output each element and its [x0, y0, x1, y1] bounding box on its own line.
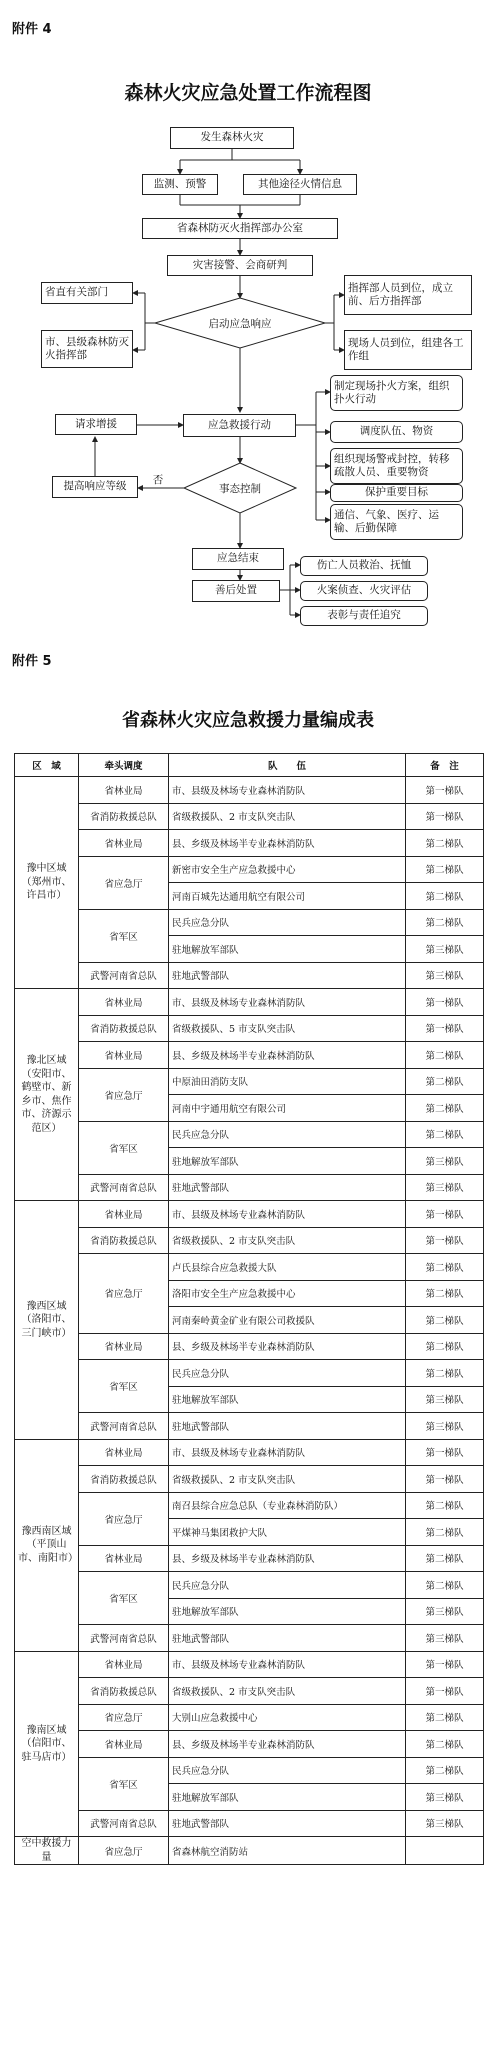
- region-cell: 豫南区域（信阳市、驻马店市）: [15, 1651, 79, 1837]
- team-cell: 县、乡级及林场半专业森林消防队: [169, 1545, 406, 1572]
- table-row: [15, 1413, 484, 1440]
- team-cell: 县、乡级及林场半专业森林消防队: [169, 1333, 406, 1360]
- team-cell: 县、乡级及林场半专业森林消防队: [169, 1042, 406, 1069]
- team-cell: 省级救援队、5 市支队突击队: [169, 1015, 406, 1042]
- team-cell: 河南中宇通用航空有限公司: [169, 1095, 406, 1122]
- table-row: [15, 962, 484, 989]
- team-cell: 驻地武警部队: [169, 962, 406, 989]
- node-monitor-warning: 监测、预警: [142, 174, 218, 195]
- lead-cell: 省消防救援总队: [79, 803, 169, 830]
- header-note: 备 注: [406, 754, 484, 777]
- node-investigation: 火案侦查、火灾评估: [300, 581, 428, 601]
- lead-cell: 省应急厅: [79, 1837, 169, 1865]
- node-emergency-end: 应急结束: [192, 548, 284, 570]
- table-header-row: [15, 754, 484, 777]
- team-cell: 河南百城先达通用航空有限公司: [169, 883, 406, 910]
- node-fire-plan: 制定现场扑火方案，组织扑火行动: [330, 375, 463, 411]
- team-cell: 驻地武警部队: [169, 1413, 406, 1440]
- table-row: [15, 777, 484, 804]
- lead-cell: 武警河南省总队: [79, 1174, 169, 1201]
- flowchart: [0, 0, 496, 640]
- lead-cell: 武警河南省总队: [79, 1625, 169, 1652]
- team-cell: 卢氏县综合应急救援大队: [169, 1254, 406, 1281]
- team-cell: 民兵应急分队: [169, 1360, 406, 1387]
- node-protect-targets: 保护重要目标: [330, 484, 463, 502]
- note-cell: 第二梯队: [406, 830, 484, 857]
- note-cell: 第一梯队: [406, 1466, 484, 1493]
- team-cell: 中原油田消防支队: [169, 1068, 406, 1095]
- note-cell: 第一梯队: [406, 1651, 484, 1678]
- table-row: [15, 1704, 484, 1731]
- table-row: [15, 803, 484, 830]
- team-cell: 省级救援队、2 市支队突击队: [169, 1678, 406, 1705]
- table-row: [15, 989, 484, 1016]
- lead-cell: 省消防救援总队: [79, 1015, 169, 1042]
- node-commendation: 表彰与责任追究: [300, 606, 428, 626]
- lead-cell: 省消防救援总队: [79, 1466, 169, 1493]
- note-cell: 第二梯队: [406, 1492, 484, 1519]
- team-cell: 新密市安全生产应急救援中心: [169, 856, 406, 883]
- table-row: [15, 1333, 484, 1360]
- note-cell: 第三梯队: [406, 962, 484, 989]
- note-cell: 第一梯队: [406, 803, 484, 830]
- lead-cell: 省消防救援总队: [79, 1227, 169, 1254]
- team-cell: 大别山应急救援中心: [169, 1704, 406, 1731]
- table-row: [15, 1757, 484, 1784]
- region-cell: 豫北区域（安阳市、鹤壁市、新乡市、焦作市、济源示范区）: [15, 989, 79, 1201]
- team-cell: 驻地解放军部队: [169, 1148, 406, 1175]
- team-cell: 民兵应急分队: [169, 1757, 406, 1784]
- note-cell: 第二梯队: [406, 1731, 484, 1758]
- table-row: [15, 1439, 484, 1466]
- table-row: [15, 1545, 484, 1572]
- table-row: [15, 1015, 484, 1042]
- node-command-office: 省森林防灭火指挥部办公室: [142, 218, 338, 239]
- table-title: 省森林火灾应急救援力量编成表: [122, 710, 374, 731]
- note-cell: 第二梯队: [406, 909, 484, 936]
- header-lead: 牵头调度: [79, 754, 169, 777]
- team-cell: 河南秦岭黄金矿业有限公司救援队: [169, 1307, 406, 1334]
- lead-cell: 武警河南省总队: [79, 1413, 169, 1440]
- team-cell: 驻地解放军部队: [169, 1386, 406, 1413]
- note-cell: 第三梯队: [406, 936, 484, 963]
- note-cell: 第一梯队: [406, 1227, 484, 1254]
- lead-cell: 省军区: [79, 1360, 169, 1413]
- node-other-info: 其他途径火情信息: [243, 174, 357, 195]
- note-cell: 第一梯队: [406, 1015, 484, 1042]
- lead-cell: 省林业局: [79, 1042, 169, 1069]
- region-cell: 豫西区域（洛阳市、三门峡市）: [15, 1201, 79, 1440]
- note-cell: 第一梯队: [406, 777, 484, 804]
- lead-cell: 省林业局: [79, 1201, 169, 1228]
- note-cell: 第二梯队: [406, 883, 484, 910]
- note-cell: 第二梯队: [406, 1545, 484, 1572]
- table-row: [15, 909, 484, 936]
- node-start-response: 启动应急响应: [208, 318, 272, 330]
- lead-cell: 武警河南省总队: [79, 1810, 169, 1837]
- lead-cell: 省应急厅: [79, 1492, 169, 1545]
- team-cell: 驻地解放军部队: [169, 936, 406, 963]
- node-city-county-hq: 市、县级森林防灭火指挥部: [41, 330, 133, 368]
- lead-cell: 省林业局: [79, 989, 169, 1016]
- rescue-force-table: [14, 753, 484, 1865]
- header-region: 区 域: [15, 754, 79, 777]
- note-cell: 第三梯队: [406, 1598, 484, 1625]
- lead-cell: 省应急厅: [79, 1254, 169, 1334]
- note-cell: 第二梯队: [406, 1121, 484, 1148]
- team-cell: 市、县级及林场专业森林消防队: [169, 777, 406, 804]
- lead-cell: 省应急厅: [79, 856, 169, 909]
- lead-cell: 省林业局: [79, 1731, 169, 1758]
- lead-cell: 省军区: [79, 1757, 169, 1810]
- label-no: 否: [152, 474, 164, 486]
- lead-cell: 省林业局: [79, 1439, 169, 1466]
- table-row: [15, 1810, 484, 1837]
- table-row: [15, 1731, 484, 1758]
- team-cell: 市、县级及林场专业森林消防队: [169, 1439, 406, 1466]
- table-row: [15, 1174, 484, 1201]
- node-site-control: 组织现场警戒封控，转移疏散人员、重要物资: [330, 448, 463, 484]
- table-row: [15, 1492, 484, 1519]
- team-cell: 民兵应急分队: [169, 909, 406, 936]
- lead-cell: 省军区: [79, 1121, 169, 1174]
- table-row: [15, 1651, 484, 1678]
- region-cell: 豫中区域（郑州市、许昌市）: [15, 777, 79, 989]
- annex-5-label: 附件 5: [12, 654, 52, 669]
- note-cell: 第一梯队: [406, 1678, 484, 1705]
- table-row: [15, 856, 484, 883]
- lead-cell: 省林业局: [79, 1545, 169, 1572]
- annex-4-label: 附件 4: [12, 22, 52, 37]
- note-cell: 第二梯队: [406, 1095, 484, 1122]
- team-cell: 驻地武警部队: [169, 1810, 406, 1837]
- node-dispatch: 调度队伍、物资: [330, 421, 463, 443]
- lead-cell: 省林业局: [79, 777, 169, 804]
- team-cell: 省级救援队、2 市支队突击队: [169, 803, 406, 830]
- node-command-staff: 指挥部人员到位，成立前、后方指挥部: [344, 275, 472, 315]
- table-row: [15, 1360, 484, 1387]
- team-cell: 南召县综合应急总队（专业森林消防队）: [169, 1492, 406, 1519]
- table-row: [15, 1678, 484, 1705]
- node-rescue-action: 应急救援行动: [183, 414, 296, 437]
- note-cell: 第二梯队: [406, 1519, 484, 1546]
- note-cell: 第二梯队: [406, 1280, 484, 1307]
- note-cell: 第二梯队: [406, 1572, 484, 1599]
- team-cell: 县、乡级及林场半专业森林消防队: [169, 830, 406, 857]
- node-situation-control: 事态控制: [219, 483, 261, 495]
- note-cell: 第二梯队: [406, 1068, 484, 1095]
- table-row: [15, 1121, 484, 1148]
- team-cell: 市、县级及林场专业森林消防队: [169, 1201, 406, 1228]
- note-cell: 第一梯队: [406, 1439, 484, 1466]
- lead-cell: 省林业局: [79, 830, 169, 857]
- node-request-reinforce: 请求增援: [55, 414, 137, 435]
- note-cell: 第一梯队: [406, 1201, 484, 1228]
- node-provincial-depts: 省直有关部门: [41, 282, 133, 304]
- table-row: [15, 1068, 484, 1095]
- note-cell: [406, 1837, 484, 1865]
- note-cell: 第三梯队: [406, 1148, 484, 1175]
- team-cell: 驻地解放军部队: [169, 1784, 406, 1811]
- table-row: [15, 1201, 484, 1228]
- note-cell: 第三梯队: [406, 1810, 484, 1837]
- region-cell: 空中救援力量: [15, 1837, 79, 1865]
- region-cell: 豫西南区域（平顶山市、南阳市）: [15, 1439, 79, 1651]
- table-row: [15, 1466, 484, 1493]
- node-casualty-care: 伤亡人员救治、抚恤: [300, 556, 428, 576]
- table-row: [15, 1572, 484, 1599]
- note-cell: 第三梯队: [406, 1413, 484, 1440]
- node-logistics: 通信、气象、医疗、运输、后勤保障: [330, 504, 463, 540]
- table-row: [15, 1837, 484, 1865]
- note-cell: 第一梯队: [406, 989, 484, 1016]
- team-cell: 平煤神马集团救护大队: [169, 1519, 406, 1546]
- table-row: [15, 1254, 484, 1281]
- note-cell: 第三梯队: [406, 1386, 484, 1413]
- note-cell: 第二梯队: [406, 1757, 484, 1784]
- table-row: [15, 1625, 484, 1652]
- node-fire-occurs: 发生森林火灾: [170, 127, 294, 149]
- note-cell: 第三梯队: [406, 1174, 484, 1201]
- team-cell: 县、乡级及林场半专业森林消防队: [169, 1731, 406, 1758]
- note-cell: 第二梯队: [406, 1307, 484, 1334]
- team-cell: 省级救援队、2 市支队突击队: [169, 1227, 406, 1254]
- table-row: [15, 1042, 484, 1069]
- node-aftermath: 善后处置: [192, 580, 280, 602]
- lead-cell: 省林业局: [79, 1333, 169, 1360]
- team-cell: 民兵应急分队: [169, 1572, 406, 1599]
- table-row: [15, 1227, 484, 1254]
- note-cell: 第二梯队: [406, 1042, 484, 1069]
- lead-cell: 省应急厅: [79, 1704, 169, 1731]
- note-cell: 第二梯队: [406, 1704, 484, 1731]
- team-cell: 市、县级及林场专业森林消防队: [169, 1651, 406, 1678]
- lead-cell: 省消防救援总队: [79, 1678, 169, 1705]
- team-cell: 驻地武警部队: [169, 1174, 406, 1201]
- node-site-staff: 现场人员到位，组建各工作组: [344, 330, 472, 370]
- header-team: 队 伍: [169, 754, 406, 777]
- team-cell: 省级救援队、2 市支队突击队: [169, 1466, 406, 1493]
- note-cell: 第三梯队: [406, 1625, 484, 1652]
- team-cell: 驻地武警部队: [169, 1625, 406, 1652]
- lead-cell: 武警河南省总队: [79, 962, 169, 989]
- node-alarm-assess: 灾害接警、会商研判: [167, 255, 313, 276]
- team-cell: 省森林航空消防站: [169, 1837, 406, 1865]
- team-cell: 洛阳市安全生产应急救援中心: [169, 1280, 406, 1307]
- node-raise-level: 提高响应等级: [52, 476, 138, 498]
- note-cell: 第二梯队: [406, 1254, 484, 1281]
- table-row: [15, 830, 484, 857]
- team-cell: 市、县级及林场专业森林消防队: [169, 989, 406, 1016]
- lead-cell: 省军区: [79, 1572, 169, 1625]
- note-cell: 第二梯队: [406, 1333, 484, 1360]
- lead-cell: 省军区: [79, 909, 169, 962]
- flowchart-title: 森林火灾应急处置工作流程图: [124, 82, 372, 104]
- team-cell: 驻地解放军部队: [169, 1598, 406, 1625]
- lead-cell: 省应急厅: [79, 1068, 169, 1121]
- team-cell: 民兵应急分队: [169, 1121, 406, 1148]
- note-cell: 第三梯队: [406, 1784, 484, 1811]
- lead-cell: 省林业局: [79, 1651, 169, 1678]
- note-cell: 第二梯队: [406, 1360, 484, 1387]
- note-cell: 第二梯队: [406, 856, 484, 883]
